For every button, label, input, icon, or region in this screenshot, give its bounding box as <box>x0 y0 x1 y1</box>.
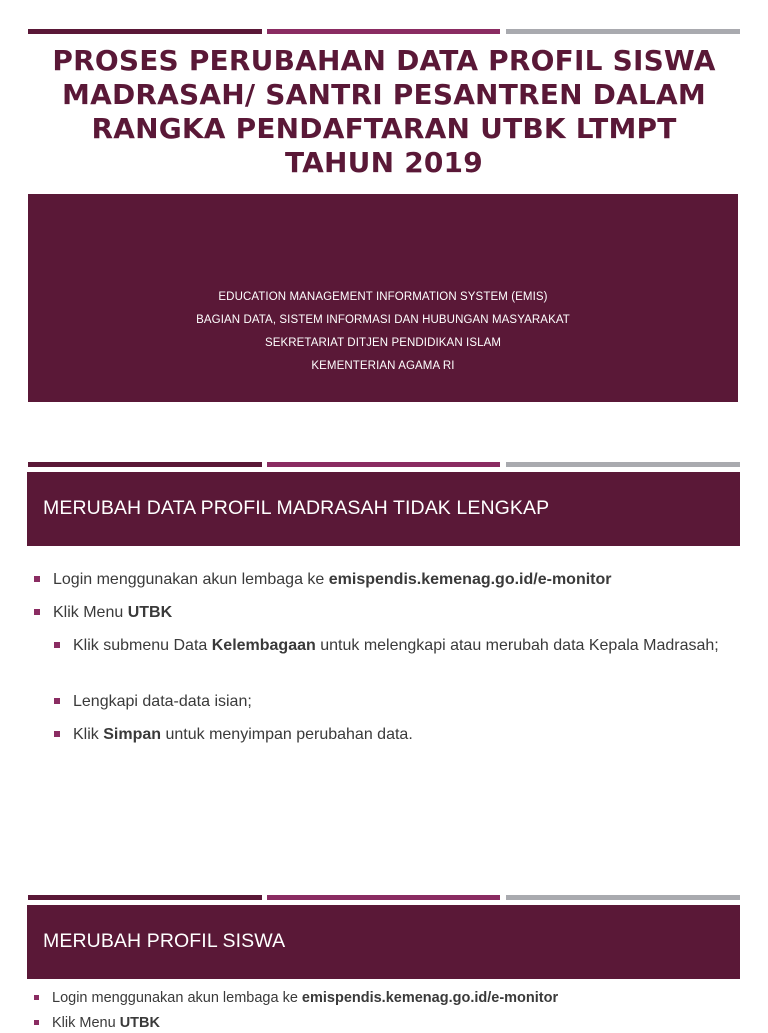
list-item <box>54 690 724 713</box>
subtitle-line: BAGIAN DATA, SISTEM INFORMASI DAN HUBUNGAN MASYARAKAT <box>196 314 570 326</box>
list-item <box>54 723 724 746</box>
bullet-marker <box>54 642 60 648</box>
emphasis-text: emispendis.kemenag.go.id/e-monitor <box>328 571 612 588</box>
list-item-text: Klik submenu Data Kelembagaan untuk melengkapi atau merubah data Kepala Madrasah; <box>73 637 719 654</box>
list-item-text: Login menggunakan akun lembaga ke emispendis.kemenag.go.id/e-monitor <box>52 990 559 1006</box>
divider-segment-magenta <box>267 462 500 467</box>
divider-segment-magenta <box>267 895 500 900</box>
title-line: RANGKA PENDAFTARAN UTBK LTMPT <box>91 112 677 145</box>
list-item <box>34 1013 724 1033</box>
subtitle-line: EDUCATION MANAGEMENT INFORMATION SYSTEM (EMIS) <box>218 291 548 303</box>
subtitle-line: SEKRETARIAT DITJEN PENDIDIKAN ISLAM <box>264 337 502 349</box>
slide3-heading: MERUBAH PROFIL SISWA <box>43 930 286 952</box>
list-item <box>34 988 724 1008</box>
title-line: MADRASAH/ SANTRI PESANTREN DALAM <box>62 78 706 111</box>
subtitle-banner <box>28 194 738 402</box>
list-item-text: Login menggunakan akun lembaga ke emispendis.kemenag.go.id/e-monitor <box>53 571 612 588</box>
list-item <box>34 601 724 624</box>
bullet-marker <box>34 995 39 1000</box>
slide2-bullet-list <box>34 568 724 758</box>
slide3-bullet-list <box>34 988 724 1031</box>
title-line: PROSES PERUBAHAN DATA PROFIL SISWA <box>52 44 716 77</box>
slide2-heading-bar <box>27 472 740 546</box>
top-divider <box>28 29 740 34</box>
emphasis-text: UTBK <box>127 604 173 621</box>
subtitle-line: KEMENTERIAN AGAMA RI <box>311 360 455 372</box>
emphasis-text: Kelembagaan <box>211 637 316 654</box>
bullet-marker <box>34 1020 39 1025</box>
divider-segment-gray <box>506 895 740 900</box>
emphasis-text: Simpan <box>103 726 162 743</box>
bullet-marker <box>54 731 60 737</box>
slide2-divider <box>28 462 740 467</box>
divider-segment-gray <box>506 29 740 34</box>
list-item-text: Klik Menu UTBK <box>53 604 173 621</box>
emphasis-text: emispendis.kemenag.go.id/e-monitor <box>301 990 559 1006</box>
divider-segment-plum <box>28 462 262 467</box>
list-item-text: Klik Simpan untuk menyimpan perubahan data. <box>73 726 413 743</box>
divider-segment-plum <box>28 895 262 900</box>
slide-title <box>40 44 728 180</box>
slide2-heading: MERUBAH DATA PROFIL MADRASAH TIDAK LENGKAP <box>43 497 550 519</box>
bullet-marker <box>54 698 60 704</box>
list-item <box>54 634 724 657</box>
subtitle-text <box>28 286 738 378</box>
emphasis-text: UTBK <box>119 1015 160 1031</box>
divider-segment-plum <box>28 29 262 34</box>
bullet-marker <box>34 609 40 615</box>
list-item <box>34 568 724 591</box>
list-item-text: Klik Menu UTBK <box>52 1015 160 1031</box>
divider-segment-magenta <box>267 29 500 34</box>
title-line: TAHUN 2019 <box>285 146 483 179</box>
bullet-marker <box>34 576 40 582</box>
slide3-divider <box>28 895 740 900</box>
slide3-heading-bar <box>27 905 740 979</box>
list-item-text: Lengkapi data-data isian; <box>73 693 252 710</box>
divider-segment-gray <box>506 462 740 467</box>
